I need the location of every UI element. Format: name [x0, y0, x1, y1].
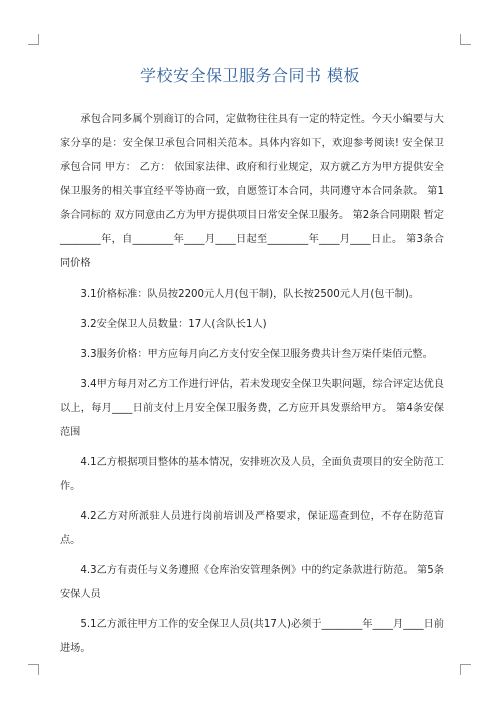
document-title: 学校安全保卫服务合同书 模板 — [139, 66, 361, 85]
crop-mark-top-right — [460, 34, 471, 45]
paragraph-intro: 承包合同多属个别商订的合同，定做物往往具有一定的特定性。今天小编要与大家分享的是：安全保卫承包合同相关范本。具体内容如下，欢迎参考阅读! 安全保卫承包合同 甲方： 乙方： 依国家法律、政府和行业规定，双方就乙方为甲方提供安全保卫服务的相关事宜经平等协商一致，自愿签订本合同，共同遵守本合同条款。 第1条合同标的 双方同意由乙方为甲方提供项目日常安全保卫服务。 第2条合同期限 暂定________年，自________年____月____日起至________年____月____日止。 第3条合同价格 — [60, 114, 444, 269]
paragraph-5-1: 5.1乙方派往甲方工作的安全保卫人员(共17人)必须于________年____月____日前进场。 — [60, 619, 444, 654]
crop-mark-top-left — [28, 34, 39, 45]
paragraph-3-4: 3.4甲方每月对乙方工作进行评估，若未发现安全保卫失职问题，综合评定达优良以上，每月____日前支付上月安全保卫服务费，乙方应开具发票给甲方。 第4条安保范围 — [60, 379, 444, 438]
crop-mark-bottom-right — [460, 664, 471, 675]
crop-mark-bottom-left — [28, 664, 39, 675]
paragraph-3-2: 3.2安全保卫人员数量：17人(含队长1人) — [80, 319, 267, 330]
paragraph-4-3: 4.3乙方有责任与义务遵照《仓库治安管理条例》中的约定条款进行防范。 第5条安保人员 — [60, 565, 444, 600]
paragraph-4-1: 4.1乙方根据项目整体的基本情况，安排班次及人员，全面负责项目的安全防范工作。 — [60, 457, 444, 492]
document-body — [60, 108, 444, 667]
paragraph-3-1: 3.1价格标准：队员按2200元人月(包干制)，队长按2500元人月(包干制)。 — [80, 289, 420, 300]
paragraph-3-3: 3.3服务价格：甲方应每月向乙方支付安全保卫服务费共计叁万柒仟柒佰元整。 — [80, 349, 433, 360]
paragraph-4-2: 4.2乙方对所派驻人员进行岗前培训及严格要求，保证巡查到位，不存在防范盲点。 — [60, 511, 444, 546]
